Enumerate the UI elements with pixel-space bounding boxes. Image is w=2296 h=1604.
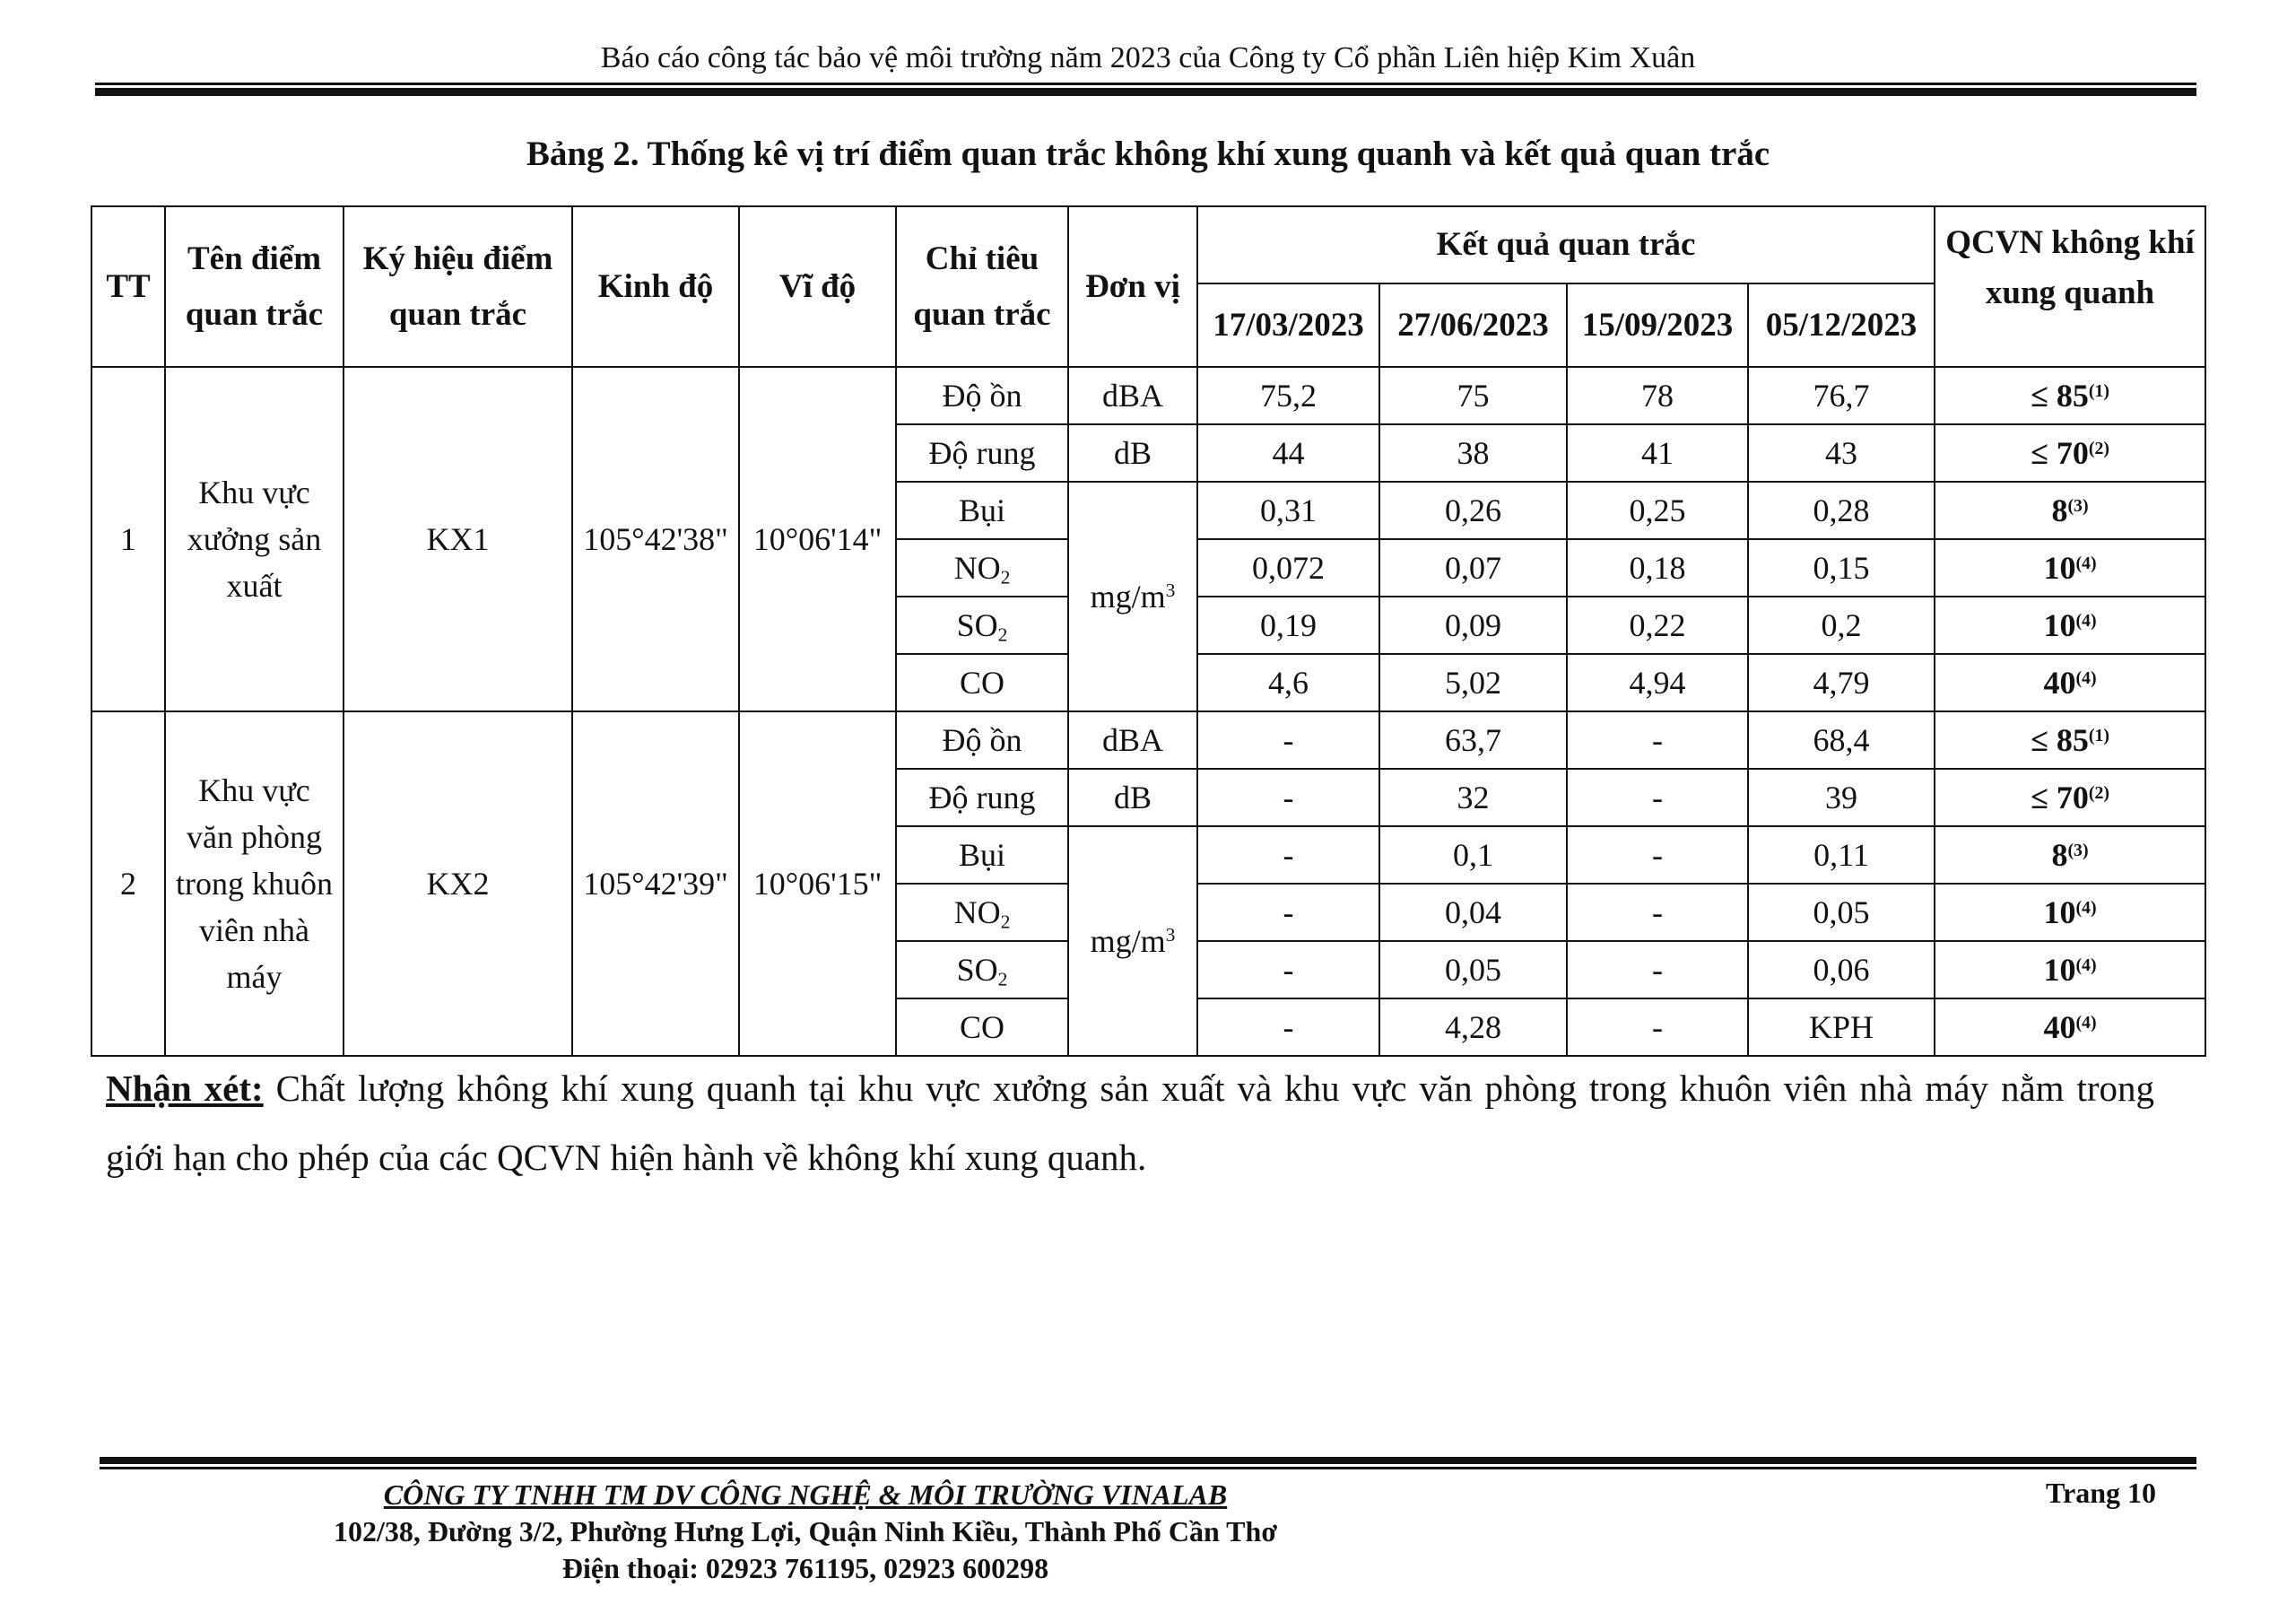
footer-rule-thick	[100, 1457, 2196, 1464]
limit-cell	[1935, 482, 2205, 539]
indicator-cell	[896, 482, 1068, 539]
longitude-cell: 105°42'38"	[572, 367, 739, 711]
unit-text: dBA	[1101, 722, 1163, 758]
limit-value: 40	[2043, 665, 2076, 701]
header-indicator: Chỉ tiêu quan trắc	[896, 206, 1068, 367]
result-value-cell: 0,09	[1379, 597, 1567, 654]
table-row	[91, 367, 2205, 424]
result-value-cell: 0,11	[1748, 826, 1935, 884]
result-value-cell: 4,6	[1197, 654, 1379, 711]
indicator-cell	[896, 826, 1068, 884]
limit-cell	[1935, 654, 2205, 711]
footer-company-name: CÔNG TY TNHH TM DV CÔNG NGHỆ & MÔI TRƯỜNG VINALAB	[383, 1478, 1228, 1511]
limit-value: 10	[2043, 952, 2076, 988]
result-value-cell: -	[1197, 941, 1379, 998]
result-value-cell: 4,94	[1567, 654, 1748, 711]
header-longitude: Kinh độ	[572, 206, 739, 367]
limit-note: (1)	[2088, 381, 2109, 402]
indicator-name: Độ rung	[928, 435, 1036, 471]
result-value-cell: 32	[1379, 769, 1567, 826]
result-value-cell: -	[1197, 769, 1379, 826]
unit-cell	[1068, 367, 1197, 424]
header-tt: TT	[91, 206, 165, 367]
indicator-name: NO	[953, 550, 1001, 586]
station-code-cell: KX1	[344, 367, 572, 711]
indicator-name: Độ rung	[928, 780, 1036, 815]
limit-value: 40	[2043, 1009, 2076, 1045]
row-number-cell: 2	[91, 711, 165, 1056]
comment-text-line-2: giới hạn cho phép của các QCVN hiện hành về không khí xung quanh.	[106, 1137, 1147, 1178]
result-value-cell: 75	[1379, 367, 1567, 424]
result-value-cell: 44	[1197, 424, 1379, 482]
result-value-cell: -	[1567, 998, 1748, 1056]
indicator-subscript: 2	[1000, 911, 1011, 933]
page-number: Trang 10	[2046, 1477, 2156, 1509]
limit-note: (4)	[2075, 955, 2097, 976]
limit-cell	[1935, 424, 2205, 482]
comment-label: Nhận xét:	[106, 1068, 264, 1109]
footer-rule-thin	[100, 1467, 2196, 1469]
result-value-cell: 0,05	[1748, 884, 1935, 941]
unit-text: dB	[1113, 780, 1152, 815]
row-number-cell: 1	[91, 367, 165, 711]
result-value-cell: -	[1567, 884, 1748, 941]
result-value-cell: 38	[1379, 424, 1567, 482]
limit-value: 10	[2043, 607, 2076, 643]
limit-cell	[1935, 941, 2205, 998]
table-caption: Bảng 2. Thống kê vị trí điểm quan trắc không khí xung quanh và kết quả quan trắc	[526, 135, 1770, 173]
result-value-cell: 0,22	[1567, 597, 1748, 654]
limit-note: (4)	[2075, 554, 2097, 574]
result-value-cell: 0,06	[1748, 941, 1935, 998]
limit-cell	[1935, 367, 2205, 424]
header-date: 05/12/2023	[1748, 283, 1935, 367]
result-value-cell: 0,1	[1379, 826, 1567, 884]
header-date: 27/06/2023	[1379, 283, 1567, 367]
footer-address: 102/38, Đường 3/2, Phường Hưng Lợi, Quận Ninh Kiều, Thành Phố Cần Thơ	[333, 1515, 1278, 1547]
station-name-cell: Khu vực văn phòng trong khuôn viên nhà máy	[165, 711, 344, 1056]
limit-note: (4)	[2075, 1013, 2097, 1033]
result-value-cell: 0,05	[1379, 941, 1567, 998]
result-value-cell: 43	[1748, 424, 1935, 482]
result-value-cell: 76,7	[1748, 367, 1935, 424]
header-results: Kết quả quan trắc	[1197, 206, 1935, 283]
limit-cell	[1935, 769, 2205, 826]
result-value-cell: -	[1567, 769, 1748, 826]
result-value-cell: 78	[1567, 367, 1748, 424]
latitude-cell: 10°06'15"	[739, 711, 896, 1056]
header-latitude: Vĩ độ	[739, 206, 896, 367]
result-value-cell: 0,072	[1197, 539, 1379, 597]
unit-text: dB	[1113, 435, 1152, 471]
header-limit: QCVN không khí xung quanh	[1935, 206, 2205, 367]
result-value-cell: 5,02	[1379, 654, 1567, 711]
limit-value: 8	[2051, 837, 2068, 873]
result-value-cell: -	[1197, 998, 1379, 1056]
unit-cell	[1068, 711, 1197, 769]
header-rule-thin	[95, 83, 2196, 85]
indicator-cell	[896, 654, 1068, 711]
limit-value: ≤ 70	[2031, 435, 2089, 471]
indicator-name: CO	[959, 665, 1004, 701]
result-value-cell: 68,4	[1748, 711, 1935, 769]
limit-note: (2)	[2088, 439, 2109, 459]
header-unit: Đơn vị	[1068, 206, 1197, 367]
unit-superscript: 3	[1165, 580, 1176, 602]
result-value-cell: 0,07	[1379, 539, 1567, 597]
indicator-name: Bụi	[958, 493, 1005, 528]
result-value-cell: 0,31	[1197, 482, 1379, 539]
result-value-cell: 0,2	[1748, 597, 1935, 654]
unit-cell	[1068, 826, 1197, 1056]
indicator-cell	[896, 884, 1068, 941]
result-value-cell: 4,79	[1748, 654, 1935, 711]
indicator-cell	[896, 424, 1068, 482]
comment	[106, 1054, 2154, 1192]
indicator-cell	[896, 998, 1068, 1056]
result-value-cell: 0,18	[1567, 539, 1748, 597]
result-value-cell: 4,28	[1379, 998, 1567, 1056]
unit-text: mg/m	[1090, 923, 1166, 959]
result-value-cell: -	[1567, 826, 1748, 884]
limit-note: (4)	[2075, 611, 2097, 632]
limit-value: ≤ 85	[2031, 378, 2089, 414]
header-row	[91, 206, 2205, 283]
result-value-cell: KPH	[1748, 998, 1935, 1056]
indicator-name: NO	[953, 894, 1001, 930]
result-value-cell: 0,15	[1748, 539, 1935, 597]
result-value-cell: -	[1197, 826, 1379, 884]
limit-note: (1)	[2088, 726, 2109, 746]
comment-line-1	[106, 1054, 2154, 1123]
result-value-cell: -	[1567, 941, 1748, 998]
monitoring-table	[91, 205, 2206, 1057]
unit-text: mg/m	[1090, 579, 1166, 615]
running-header-title: Báo cáo công tác bảo vệ môi trường năm 2023 của Công ty Cổ phần Liên hiệp Kim Xuân	[600, 41, 1696, 74]
indicator-cell	[896, 711, 1068, 769]
indicator-subscript: 2	[997, 623, 1008, 646]
indicator-subscript: 2	[997, 968, 1008, 990]
limit-cell	[1935, 884, 2205, 941]
unit-superscript: 3	[1165, 924, 1176, 946]
footer-company-block	[100, 1477, 1511, 1587]
unit-text: dBA	[1101, 378, 1163, 414]
limit-note: (4)	[2075, 668, 2097, 689]
longitude-cell: 105°42'39"	[572, 711, 739, 1056]
limit-cell	[1935, 597, 2205, 654]
indicator-cell	[896, 769, 1068, 826]
result-value-cell: 0,26	[1379, 482, 1567, 539]
header-station-name: Tên điểm quan trắc	[165, 206, 344, 367]
indicator-cell	[896, 367, 1068, 424]
result-value-cell: 41	[1567, 424, 1748, 482]
result-value-cell: 63,7	[1379, 711, 1567, 769]
header-station-code: Ký hiệu điểm quan trắc	[344, 206, 572, 367]
indicator-name: SO	[956, 952, 998, 988]
result-value-cell: 0,25	[1567, 482, 1748, 539]
indicator-name: CO	[959, 1009, 1004, 1045]
limit-value: 10	[2043, 550, 2076, 586]
header-date: 15/09/2023	[1567, 283, 1748, 367]
header-date: 17/03/2023	[1197, 283, 1379, 367]
station-name-cell: Khu vực xưởng sản xuất	[165, 367, 344, 711]
limit-value: ≤ 70	[2031, 780, 2089, 815]
result-value-cell: 39	[1748, 769, 1935, 826]
limit-cell	[1935, 998, 2205, 1056]
table-row	[91, 711, 2205, 769]
limit-cell	[1935, 711, 2205, 769]
table-body	[91, 367, 2205, 1056]
limit-value: ≤ 85	[2031, 722, 2089, 758]
unit-cell	[1068, 424, 1197, 482]
result-value-cell: 0,19	[1197, 597, 1379, 654]
result-value-cell: 0,04	[1379, 884, 1567, 941]
indicator-name: Độ ồn	[942, 722, 1022, 758]
indicator-cell	[896, 941, 1068, 998]
table-header	[91, 206, 2205, 367]
limit-cell	[1935, 539, 2205, 597]
limit-value: 8	[2051, 493, 2068, 528]
indicator-subscript: 2	[1000, 566, 1011, 588]
indicator-cell	[896, 597, 1068, 654]
limit-value: 10	[2043, 894, 2076, 930]
indicator-name: Bụi	[958, 837, 1005, 873]
result-value-cell: 75,2	[1197, 367, 1379, 424]
indicator-cell	[896, 539, 1068, 597]
result-value-cell: 0,28	[1748, 482, 1935, 539]
limit-note: (2)	[2088, 783, 2109, 804]
result-value-cell: -	[1197, 884, 1379, 941]
header-rule-thick	[95, 88, 2196, 96]
limit-note: (4)	[2075, 898, 2097, 919]
latitude-cell: 10°06'14"	[739, 367, 896, 711]
limit-note: (3)	[2067, 496, 2089, 517]
station-code-cell: KX2	[344, 711, 572, 1056]
limit-cell	[1935, 826, 2205, 884]
comment-text-line-1: Chất lượng không khí xung quanh tại khu vực xưởng sản xuất và khu vực văn phòng trong khuôn viên nhà máy nằm trong	[275, 1068, 2154, 1109]
footer-phone: Điện thoại: 02923 761195, 02923 600298	[561, 1552, 1049, 1584]
result-value-cell: -	[1197, 711, 1379, 769]
limit-note: (3)	[2067, 841, 2089, 861]
indicator-name: SO	[956, 607, 998, 643]
unit-cell	[1068, 769, 1197, 826]
result-value-cell: -	[1567, 711, 1748, 769]
unit-cell	[1068, 482, 1197, 711]
indicator-name: Độ ồn	[942, 378, 1022, 414]
